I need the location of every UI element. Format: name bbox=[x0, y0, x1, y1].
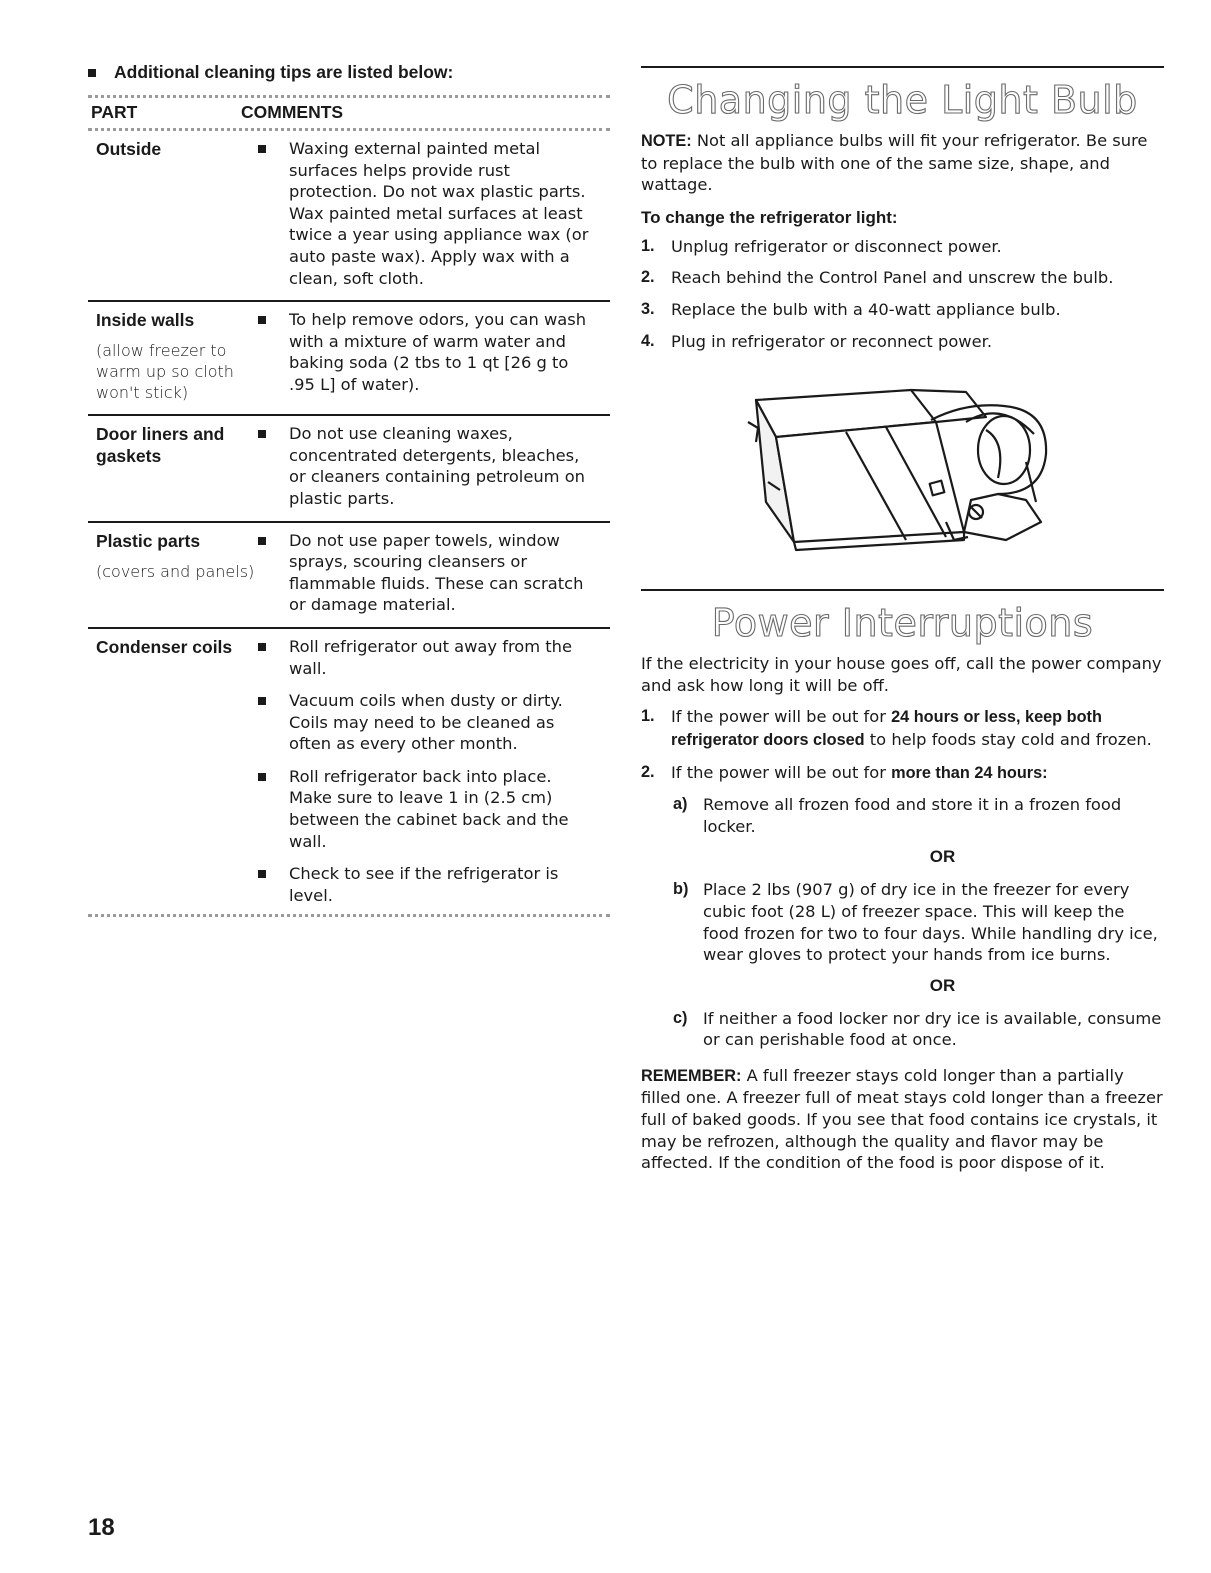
bullet-square-icon bbox=[258, 537, 266, 545]
step-number: 4. bbox=[641, 331, 655, 350]
step-text: Replace the bulb with a 40-watt appliance bulb. bbox=[671, 299, 1061, 319]
bullet-square-icon bbox=[88, 69, 96, 77]
power-section-title: Power Interruptions bbox=[711, 601, 1094, 646]
table-row bbox=[88, 302, 610, 416]
remember-paragraph bbox=[641, 1065, 1164, 1174]
comment-text: Roll refrigerator out away from the wall. bbox=[289, 636, 573, 678]
bullet-square-icon bbox=[258, 145, 266, 153]
option-letter: a) bbox=[673, 795, 688, 814]
part-cell bbox=[88, 530, 258, 616]
bulb-section-rule bbox=[641, 66, 1164, 68]
part-name: Door liners and gaskets bbox=[96, 424, 225, 467]
note-text: Not all appliance bulbs will fit your refrigerator. Be sure to replace the bulb with one of the same size, shape, and wattage. bbox=[641, 131, 1148, 195]
step-number: 3. bbox=[641, 299, 655, 318]
comment-bullet bbox=[258, 530, 610, 616]
part-note: (allow freezer to warm up so cloth won't stick) bbox=[96, 341, 234, 403]
tips-table-body bbox=[88, 131, 610, 914]
step-text bbox=[671, 706, 1164, 751]
power-option-a bbox=[673, 794, 1164, 837]
part-name: Plastic parts bbox=[96, 530, 201, 551]
part-cell bbox=[88, 636, 258, 907]
power-option-b bbox=[673, 879, 1164, 965]
part-note: (covers and panels) bbox=[96, 561, 255, 581]
comments-cell bbox=[258, 423, 610, 509]
step-text-part: If the power will be out for bbox=[671, 762, 892, 782]
bulb-section-title: Changing the Light Bulb bbox=[667, 78, 1138, 122]
power-step-2 bbox=[641, 762, 1164, 785]
comment-bullet bbox=[258, 690, 610, 755]
bulb-steps-list bbox=[641, 236, 1164, 352]
page-number: 18 bbox=[88, 1514, 115, 1541]
cleaning-tips-section bbox=[88, 62, 610, 917]
or-separator: OR bbox=[929, 847, 956, 867]
comments-cell bbox=[258, 138, 610, 289]
step-number: 2. bbox=[641, 268, 655, 287]
comment-text: Waxing external painted metal surfaces helps provide rust protection. Do not wax plastic parts. Wax painted metal surfaces at least twice a year using appliance wax (or auto paste wax). Apply wax with a clean, soft cloth. bbox=[289, 139, 589, 288]
comment-text: Vacuum coils when dusty or dirty. Coils may need to be cleaned as often as every other month. bbox=[289, 691, 563, 754]
comment-bullet bbox=[258, 309, 610, 395]
bullet-square-icon bbox=[258, 697, 266, 705]
table-header bbox=[88, 98, 610, 128]
step-number: 1. bbox=[641, 707, 655, 726]
step-text: Plug in refrigerator or reconnect power. bbox=[671, 331, 992, 351]
part-cell bbox=[88, 423, 258, 509]
table-row bbox=[88, 523, 610, 629]
bulb-note bbox=[641, 130, 1164, 196]
step-text-bold: more than 24 hours: bbox=[891, 763, 1048, 782]
comment-bullet bbox=[258, 636, 610, 679]
bulb-subheading: To change the refrigerator light: bbox=[641, 207, 898, 227]
comments-cell bbox=[258, 636, 610, 907]
power-intro: If the electricity in your house goes off, call the power company and ask how long it will be off. bbox=[641, 654, 1162, 695]
step-text bbox=[671, 762, 1048, 785]
bullet-square-icon bbox=[258, 430, 266, 438]
part-cell bbox=[88, 309, 258, 403]
remember-label: REMEMBER: bbox=[641, 1066, 742, 1085]
comment-text: Check to see if the refrigerator is level. bbox=[289, 864, 559, 905]
power-step-1 bbox=[641, 706, 1164, 751]
comment-bullet bbox=[258, 863, 610, 906]
option-text: If neither a food locker nor dry ice is available, consume or can perishable food at once. bbox=[703, 1008, 1162, 1050]
option-letter: c) bbox=[673, 1008, 688, 1027]
step-text: Unplug refrigerator or disconnect power. bbox=[671, 236, 1002, 256]
bulb-step bbox=[641, 267, 1164, 289]
remember-text: A full freezer stays cold longer than a partially filled one. A freezer full of meat stays cold longer than a freezer full of baked goods. If you see that food contains ice crystals, it may be refrozen, although the quality and flavor may be affected. If the condition of the food is poor dispose of it. bbox=[641, 1065, 1163, 1173]
comment-text: Roll refrigerator back into place. Make sure to leave 1 in (2.5 cm) between the cabinet back and the wall. bbox=[289, 766, 569, 851]
part-cell bbox=[88, 138, 258, 289]
option-text: Remove all frozen food and store it in a frozen food locker. bbox=[703, 795, 1122, 836]
bullet-square-icon bbox=[258, 773, 266, 781]
step-number: 2. bbox=[641, 762, 655, 781]
table-row bbox=[88, 416, 610, 522]
bullet-square-icon bbox=[258, 870, 266, 878]
step-text-bold: 24 hours or less, keep both refrigerator doors closed bbox=[671, 708, 1102, 749]
right-column bbox=[641, 66, 1164, 1184]
option-letter: b) bbox=[673, 880, 689, 899]
part-name: Inside walls bbox=[96, 310, 195, 331]
note-label: NOTE: bbox=[641, 132, 692, 150]
bulb-step bbox=[641, 299, 1164, 321]
col-comments-header: COMMENTS bbox=[241, 102, 344, 122]
comment-bullet bbox=[258, 766, 610, 852]
tips-heading bbox=[88, 62, 610, 83]
comments-cell bbox=[258, 309, 610, 403]
comment-bullet bbox=[258, 423, 610, 509]
bulb-step bbox=[641, 331, 1164, 353]
comments-cell bbox=[258, 530, 610, 616]
comment-text: To help remove odors, you can wash with a mixture of warm water and baking soda (2 tbs to 1 qt [26 g to .95 L] of water). bbox=[289, 310, 587, 394]
table-row bbox=[88, 131, 610, 302]
step-text-part: If the power will be out for bbox=[671, 707, 892, 727]
step-text: Reach behind the Control Panel and unscrew the bulb. bbox=[671, 268, 1114, 288]
part-name: Outside bbox=[96, 139, 162, 159]
table-row bbox=[88, 629, 610, 915]
step-number: 1. bbox=[641, 236, 655, 255]
comment-bullet bbox=[258, 138, 610, 289]
comment-text: Do not use cleaning waxes, concentrated detergents, bleaches, or cleaners containing petroleum on plastic parts. bbox=[289, 424, 585, 508]
table-bottom-rule bbox=[88, 914, 610, 917]
col-part-header: PART bbox=[91, 102, 138, 122]
power-option-c bbox=[673, 1008, 1164, 1051]
option-text: Place 2 lbs (907 g) of dry ice in the freezer for every cubic foot (28 L) of freezer space. This will keep the food frozen for two to four days. While handling dry ice, wear gloves to protect your hands from ice burns. bbox=[703, 880, 1158, 965]
comment-text: Do not use paper towels, window sprays, scouring cleansers or flammable fluids. These can scratch or damage material. bbox=[289, 530, 584, 615]
bullet-square-icon bbox=[258, 316, 266, 324]
tips-heading-text: Additional cleaning tips are listed below: bbox=[114, 62, 454, 82]
step-text-part: to help foods stay cold and frozen. bbox=[864, 729, 1152, 749]
power-section-rule bbox=[641, 589, 1164, 591]
light-bulb-housing-illustration bbox=[736, 382, 1066, 557]
bulb-step bbox=[641, 236, 1164, 258]
or-separator: OR bbox=[929, 975, 956, 995]
bullet-square-icon bbox=[258, 643, 266, 651]
part-name: Condenser coils bbox=[96, 636, 233, 657]
